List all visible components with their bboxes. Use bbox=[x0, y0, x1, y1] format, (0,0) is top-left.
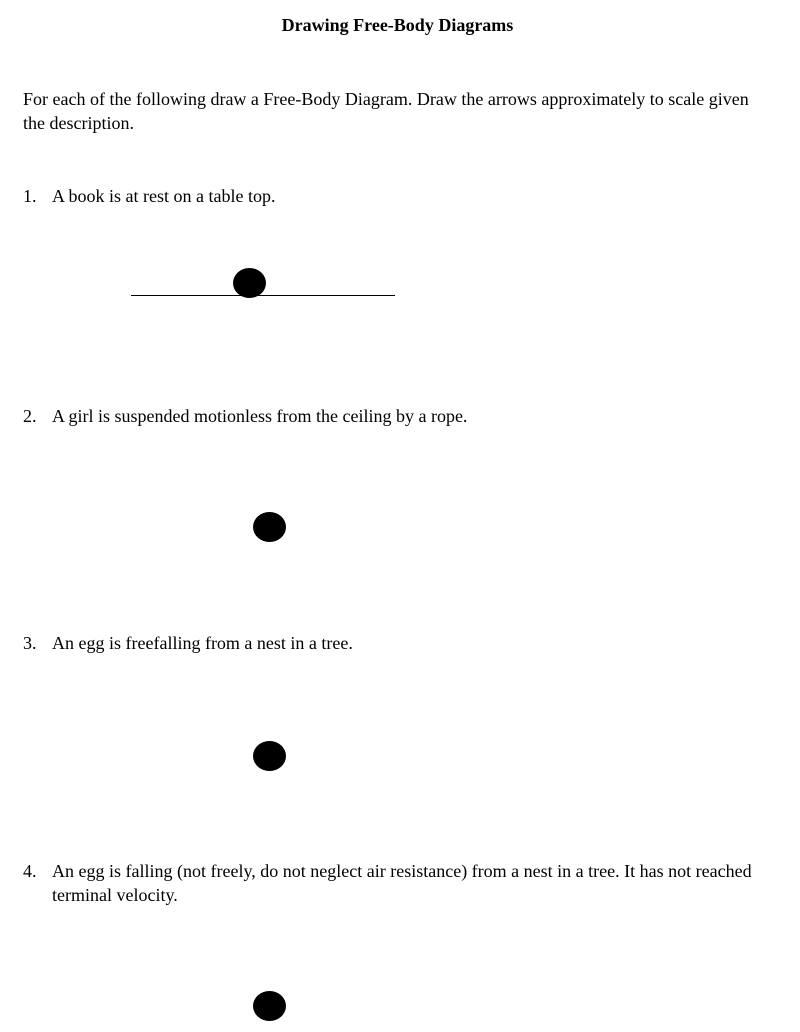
question-1-number: 1. bbox=[23, 186, 37, 206]
question-2-number: 2. bbox=[23, 406, 37, 426]
question-3-number: 3. bbox=[23, 633, 37, 653]
question-4-number: 4. bbox=[23, 861, 37, 881]
table-top-line bbox=[131, 295, 395, 296]
question-2-text: A girl is suspended motionless from the ceiling by a rope. bbox=[52, 406, 468, 426]
object-dot-3 bbox=[253, 741, 286, 771]
document-title: Drawing Free-Body Diagrams bbox=[281, 15, 514, 35]
object-dot-1 bbox=[233, 268, 266, 298]
object-dot-2 bbox=[253, 512, 286, 542]
question-1 bbox=[23, 184, 768, 208]
question-4-text: An egg is falling (not freely, do not neglect air resistance) from a nest in a tree. It has not reached terminal velocity. bbox=[52, 861, 752, 905]
intro-paragraph: For each of the following draw a Free-Body Diagram. Draw the arrows approximately to scale given the description. bbox=[23, 89, 749, 133]
question-3 bbox=[23, 631, 768, 655]
question-1-text: A book is at rest on a table top. bbox=[52, 186, 276, 206]
question-4 bbox=[23, 859, 768, 907]
object-dot-4 bbox=[253, 991, 286, 1021]
question-2 bbox=[23, 404, 768, 428]
question-3-text: An egg is freefalling from a nest in a tree. bbox=[52, 633, 353, 653]
